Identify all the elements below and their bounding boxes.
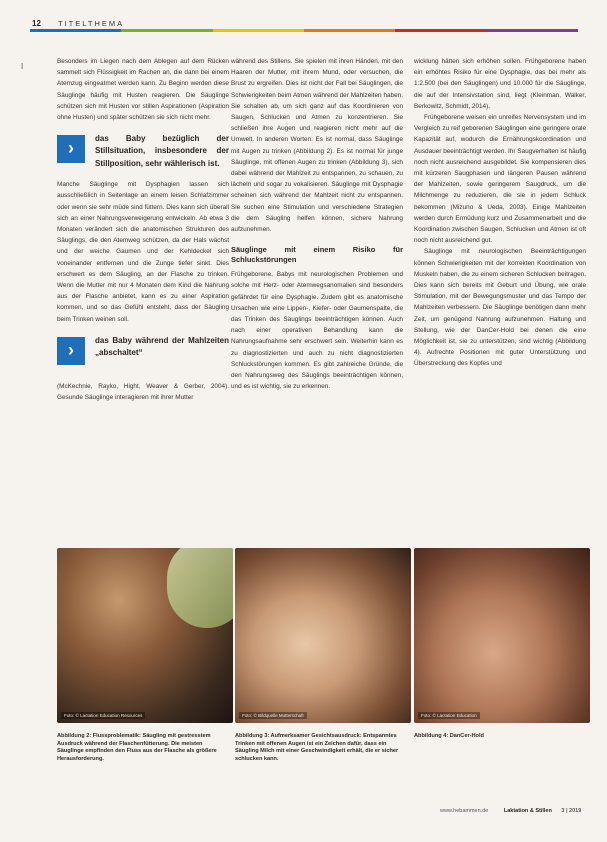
column3-paragraph: Frühgeborene weisen ein unreifes Nervensystem und im Vergleich zu reif geborenen Säuglingen eine geringere orale Kapazität auf, wodurch die Ernährungskoordination und Ausdauer beeinträchtigt werden. Ihr Saugverhalten ist häufig noch nicht ausreichend ausgebildet. Sie kompensieren dies mit kürzeren Saugphasen und längeren Pausen während der Mahlzeiten, sowie geringerem Saugdruck, um die Milchmenge zu reduzieren, die sie in jedem Schluck bekommen (Mizuno & Ueda, 2003). Einige Mahlzeiten werden durch Ermüdung kurz und Zusammenarbeit und die Koordination zwischen Saugen, Schlucken und Atmen ist oft noch nicht ausreichend gut.	[414, 114, 586, 245]
footer-issue: 3 | 2019	[561, 808, 582, 814]
color-bar-segment	[487, 29, 578, 32]
photo-credit: Foto: © Lactation Education	[418, 712, 480, 719]
bottle-shape	[167, 548, 233, 628]
photo-credit: Foto: © Bildquelle Mutterschaft	[239, 712, 307, 719]
chevron-right-icon: ›	[57, 337, 85, 365]
color-bar-segment	[121, 29, 212, 32]
page-footer	[440, 808, 581, 814]
column1-intro: Besonders im Liegen nach dem Ablegen auf dem Rücken sammelt sich Flüssigkeit im Rachen an, die dann bei einem Atemzug eingeatmet werden kann. Zu Beginn werden diese Säuglinge häufig mit Husten reagieren. Die Säuglinge schützen sich mit Husten vor stillen Aspirationen (Aspiration ohne Husten) und später schützen sie sich nicht mehr.	[57, 58, 229, 122]
color-bar-segment	[213, 29, 304, 32]
color-bar-segment	[30, 29, 121, 32]
text-column-3	[414, 56, 586, 370]
column3-paragraph: wicklung hätten sich erhöhen sollen. Frühgeborene haben ein erhöhtes Risiko für eine Dysphagie, das bei mehr als 1:2.500 (bei den Säuglingen) und 10.000 für die Säuglinge, die auf der Intensivstation sind, liegt (Kleinman, Walker, Berkowitz, Schmidt, 2014).	[414, 58, 586, 110]
page-number: 12	[32, 19, 41, 28]
figure-3-caption: Abbildung 3: Aufmerksamer Gesichtsausdruck: Entspanntes Trinken mit offenen Augen ist ein Zeichen dafür, dass ein Säugling Milch mit einer Geschwindigkeit erhält, die er sicher schlucken kann.	[235, 733, 399, 762]
figure-4-caption: Abbildung 4: DanCer-Hold	[414, 733, 484, 739]
footer-journal: Laktation & Stillen	[503, 808, 552, 814]
column2-paragraph: während des Stillens. Sie spielen mit ihren Händen, mit den Haaren der Mutter, mit ihrem Mund, oder versuchen, die Brust zu ergreifen. Dies ist nicht der Fall bei Säuglingen, die Schwierigkeiten beim Atmen während der Mahlzeiten haben. Sie schalten ab, um sich ganz auf das Koordinieren von Saugen, Schlucken und Atmen zu konzentrieren. Sie schließen ihre Augen und reagieren nicht mehr auf die Umwelt. In anderen Worten: Es ist normal, dass Säuglinge mit Augen zu trinken (Abbildung 2). Es ist normal für junge Säuglinge, mit offenen Augen zu trinken (Abbildung 3), sich dabei während der Mahlzeit zu entspannen, zu schauen, zu lächeln und sogar zu vokalisieren. Säuglinge mit Dysphagie scheinen sich während der Mahlzeit nicht zu entspannen. Sie suchen eine Stimulation und verschiedene Strategien die dem Säugling helfen können, sichere Nahrung aufzunehmen.	[231, 58, 403, 234]
figure-3-photo	[235, 548, 411, 723]
text-column-2	[231, 56, 403, 392]
color-bar	[30, 29, 578, 32]
section-title: TITELTHEMA	[58, 19, 125, 28]
figure-2-caption: Abbildung 2: Flussproblematik: Säugling mit gestresstem Ausdruck während der Flaschenfütterung. Die meisten Säuglinge empfinden den Fluss aus der Flasche als größere Herausforderung.	[57, 733, 217, 762]
margin-mark: I	[21, 62, 24, 71]
callout-stillsituation	[57, 133, 229, 173]
page-header	[0, 0, 607, 40]
callout-abschaltet	[57, 335, 229, 375]
callout-text: das Baby bezüglich der Stillsituation, insbesondere der Stillposition, sehr wählerisch ist.	[95, 134, 229, 168]
subheading: Säuglinge mit einem Risiko für Schluckstörungen	[231, 245, 403, 265]
chevron-right-icon: ›	[57, 135, 85, 163]
callout-text: das Baby während der Mahlzeiten „abschaltet“	[95, 335, 229, 358]
column2-paragraph: Frühgeborene, Babys mit neurologischen Problemen und solche mit Herz- oder Atemwegsanomalien sind besonders gefährdet für eine Dysphagie. Zudem gibt es anatomische Ursachen wie eine Lippen-, Kiefer- oder Gaumenspalte, die das Trinken des Säuglings beeinträchtigen können. Auch nach einer operativen Behandlung kann die Nahrungsaufnahme sehr erschwert sein. Weiterhin kann es zu diagnostizierten und auch zu nicht diagnostizierten Schluckstörungen kommen. Es gibt zahlreiche Gründe, die den Nahrungsweg des Säuglings beeinträchtigen können, und es ist wichtig, sie zu erkennen.	[231, 271, 403, 391]
footer-site: www.hebammen.de	[440, 808, 489, 814]
column1-paragraph: Manche Säuglinge mit Dysphagien lassen sich ausschließlich in Seitenlage an einem leisen Schlafzimmer oder wenn sie sehr müde sind füttern. Dies kann sich überall sich an einer Nahrungsverweigerung entwickeln. Ab etwa 3 Monaten verändert sich die anatomischen Strukturen des Säuglings, die den Atemweg schützen, da der Hals wächst und der weiche Gaumen und der Kehldeckel sich voneinander entfernen und die Zunge tiefer sinkt. Dies erschwert es dem Säugling, an der Flasche zu trinken. Wenn die Mutter mit nur 4 Monaten dem Kind die Nahrung aus der Flasche anbietet, kann es zu einer Aspiration kommen, und so das Gefühl entsteht, dass der Säugling beim Trinken weinen soll.	[57, 181, 229, 323]
photo-credit: Foto: © Lactation Education Resources	[61, 712, 145, 719]
column1-paragraph: (McKechnie, Rayko, Hight, Weaver & Gerber, 2004). Gesunde Säuglinge interagieren mit ihrer Mutter	[57, 382, 229, 402]
text-column-1	[57, 56, 229, 403]
figure-4-photo	[414, 548, 590, 723]
color-bar-segment	[304, 29, 395, 32]
figure-2-photo	[57, 548, 233, 723]
color-bar-segment	[395, 29, 486, 32]
column3-paragraph: Säuglinge mit neurologischen Beeinträchtigungen können Schwierigkeiten mit der korrekten Koordination von Muskeln haben, die zu einem sicheren Schlucken beitragen. Dies kann sich bereits mit Geburt und Übung, wie orale Stimulation, mit der Bewegungsmuster und das Tempo der Mahlzeiten verbessern. Die Säuglinge benötigen dann mehr Zeit, um genügend Nahrung aufzunehmen. Haltung und Stellung, wie der DanCer-Hold bei denen die eine Möglichkeit ist, sie zu unterstützen, sind wichtig (Abbildung 4). Aufrechte Positionen mit guter Unterstützung und Überstreckung des Kopfes und	[414, 248, 586, 368]
